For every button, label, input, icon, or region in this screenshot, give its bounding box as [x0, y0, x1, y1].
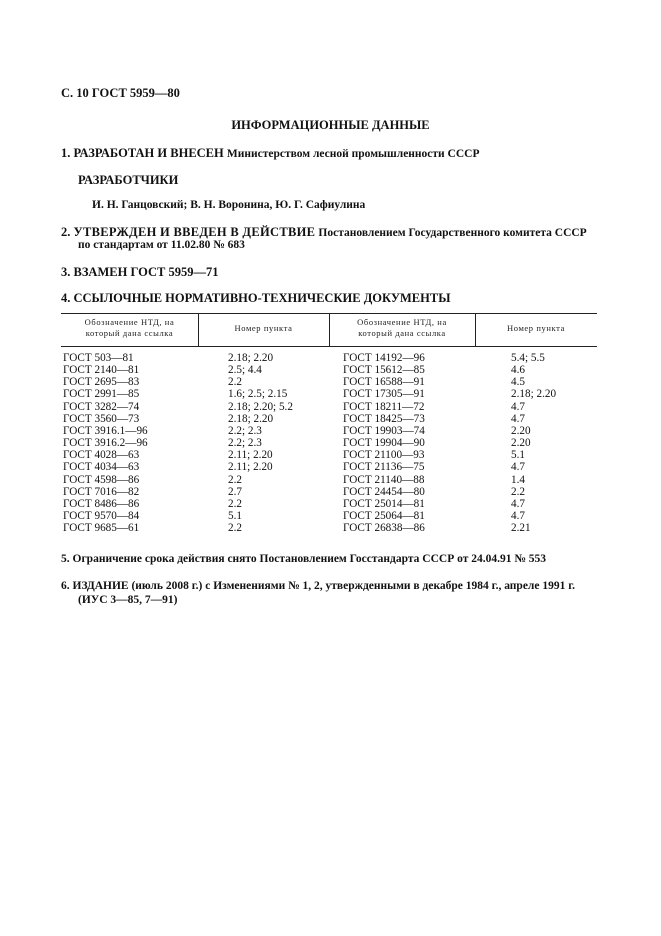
reference-item-number: 4.7	[511, 497, 525, 510]
section-2-continuation: по стандартам от 11.02.80 № 683	[78, 239, 245, 251]
reference-designation: ГОСТ 4028—63	[63, 449, 140, 462]
reference-designation: ГОСТ 4034—63	[63, 461, 140, 474]
section-label: УТВЕРЖДЕН И ВВЕДЕН В ДЕЙСТВИЕ	[73, 225, 316, 239]
reference-item-number: 5.1	[511, 449, 525, 462]
reference-designation: ГОСТ 21136—75	[343, 461, 425, 474]
developers-list: И. Н. Ганцовский; В. Н. Воронина, Ю. Г. Сафиулина	[92, 199, 366, 211]
reference-item-number: 4.6	[511, 364, 525, 377]
reference-item-number: 2.2; 2.3	[228, 437, 262, 450]
reference-designation: ГОСТ 18425—73	[343, 412, 425, 425]
header-item-left: Номер пункта	[234, 323, 293, 333]
reference-item-number: 4.7	[511, 400, 525, 413]
reference-designation: ГОСТ 4598—86	[63, 473, 140, 486]
reference-designation: ГОСТ 503—81	[63, 352, 134, 364]
reference-designation: ГОСТ 2140—81	[63, 364, 140, 377]
reference-designation: ГОСТ 9685—61	[63, 522, 140, 535]
section-text: ИЗДАНИЕ (июль 2008 г.) с Изменениями № 1, 2, утвержденными в декабре 1984 г., апреле 1991 г.	[72, 580, 576, 592]
section-number: 1.	[61, 146, 71, 160]
section-text: ВЗАМЕН ГОСТ 5959—71	[73, 265, 219, 279]
reference-designation: ГОСТ 15612—85	[343, 364, 425, 377]
reference-item-number: 4.7	[511, 510, 525, 523]
reference-item-number: 2.11; 2.20	[228, 449, 273, 462]
left-item-column	[228, 352, 293, 534]
reference-item-number: 2.20	[511, 437, 531, 450]
reference-designation: ГОСТ 3560—73	[63, 412, 140, 425]
reference-designation: ГОСТ 3916.2—96	[63, 437, 148, 450]
reference-item-number: 4.7	[511, 461, 525, 474]
reference-designation: ГОСТ 14192—96	[343, 352, 425, 364]
reference-item-number: 4.5	[511, 376, 525, 389]
section-5	[61, 553, 546, 565]
section-text: Министерством лесной промышленности СССР	[226, 148, 480, 160]
reference-item-number: 2.11; 2.20	[228, 461, 273, 474]
section-label: РАЗРАБОТАН И ВНЕСЕН	[73, 146, 224, 160]
section-3	[61, 265, 218, 280]
reference-item-number: 2.2	[228, 497, 242, 510]
reference-item-number: 2.2	[228, 522, 242, 535]
page-header: С. 10 ГОСТ 5959—80	[61, 86, 180, 100]
reference-item-number: 2.18; 2.20	[511, 388, 557, 401]
reference-item-number: 4.7	[511, 412, 525, 425]
section-number: 6.	[61, 580, 70, 592]
page-title: ИНФОРМАЦИОННЫЕ ДАННЫЕ	[231, 118, 430, 132]
reference-designation: ГОСТ 24454—80	[343, 485, 425, 498]
left-designation-column	[63, 352, 148, 534]
header-designation-right: Обозначение НТД, на который дана ссылка	[357, 317, 447, 338]
reference-designation: ГОСТ 3282—74	[63, 400, 140, 413]
section-text: ССЫЛОЧНЫЕ НОРМАТИВНО-ТЕХНИЧЕСКИЕ ДОКУМЕНТЫ	[73, 291, 451, 305]
section-4	[61, 291, 450, 306]
reference-designation: ГОСТ 2695—83	[63, 376, 140, 389]
reference-item-number: 2.2	[228, 473, 242, 486]
reference-designation: ГОСТ 25064—81	[343, 510, 425, 523]
section-number: 4.	[61, 291, 71, 305]
reference-designation: ГОСТ 26838—86	[343, 522, 425, 535]
developers-heading: РАЗРАБОТЧИКИ	[78, 173, 179, 187]
section-number: 2.	[61, 225, 71, 239]
reference-designation: ГОСТ 17305—91	[343, 388, 425, 401]
table-header-rule	[61, 346, 597, 347]
reference-item-number: 2.18; 2.20	[228, 352, 274, 364]
right-designation-column	[343, 352, 425, 534]
section-6	[61, 580, 575, 592]
reference-designation: ГОСТ 25014—81	[343, 497, 425, 510]
section-number: 5.	[61, 553, 70, 565]
reference-designation: ГОСТ 8486—86	[63, 497, 140, 510]
reference-item-number: 2.2; 2.3	[228, 424, 262, 437]
reference-item-number: 2.20	[511, 424, 531, 437]
reference-designation: ГОСТ 7016—82	[63, 485, 140, 498]
right-item-column	[511, 352, 556, 534]
reference-designation: ГОСТ 16588—91	[343, 376, 425, 389]
reference-item-number: 5.1	[228, 510, 242, 523]
reference-designation: ГОСТ 3916.1—96	[63, 424, 148, 437]
header-item-right: Номер пункта	[507, 323, 565, 333]
reference-item-number: 1.6; 2.5; 2.15	[228, 388, 288, 401]
section-2	[61, 225, 587, 240]
reference-item-number: 2.21	[511, 522, 531, 535]
reference-designation: ГОСТ 9570—84	[63, 510, 140, 523]
section-1	[61, 146, 480, 161]
section-6-continuation: (ИУС 3—85, 7—91)	[78, 594, 178, 606]
reference-item-number: 2.7	[228, 485, 242, 498]
reference-item-number: 2.18; 2.20; 5.2	[228, 400, 293, 413]
reference-designation: ГОСТ 19903—74	[343, 424, 425, 437]
reference-designation: ГОСТ 21140—88	[343, 473, 425, 486]
header-designation-left: Обозначение НТД, на который дана ссылка	[84, 317, 175, 338]
section-number: 3.	[61, 265, 71, 279]
reference-item-number: 2.2	[228, 376, 242, 389]
reference-item-number: 5.4; 5.5	[511, 352, 545, 364]
section-text: Постановлением Государственного комитета СССР	[318, 227, 587, 239]
reference-designation: ГОСТ 18211—72	[343, 400, 425, 413]
reference-item-number: 2.18; 2.20	[228, 412, 274, 425]
reference-designation: ГОСТ 21100—93	[343, 449, 425, 462]
reference-item-number: 1.4	[511, 473, 525, 486]
reference-designation: ГОСТ 2991—85	[63, 388, 140, 401]
reference-item-number: 2.2	[511, 485, 525, 498]
reference-item-number: 2.5; 4.4	[228, 364, 262, 377]
section-text: Ограничение срока действия снято Постановлением Госстандарта СССР от 24.04.91 № 553	[72, 553, 547, 565]
reference-designation: ГОСТ 19904—90	[343, 437, 425, 450]
